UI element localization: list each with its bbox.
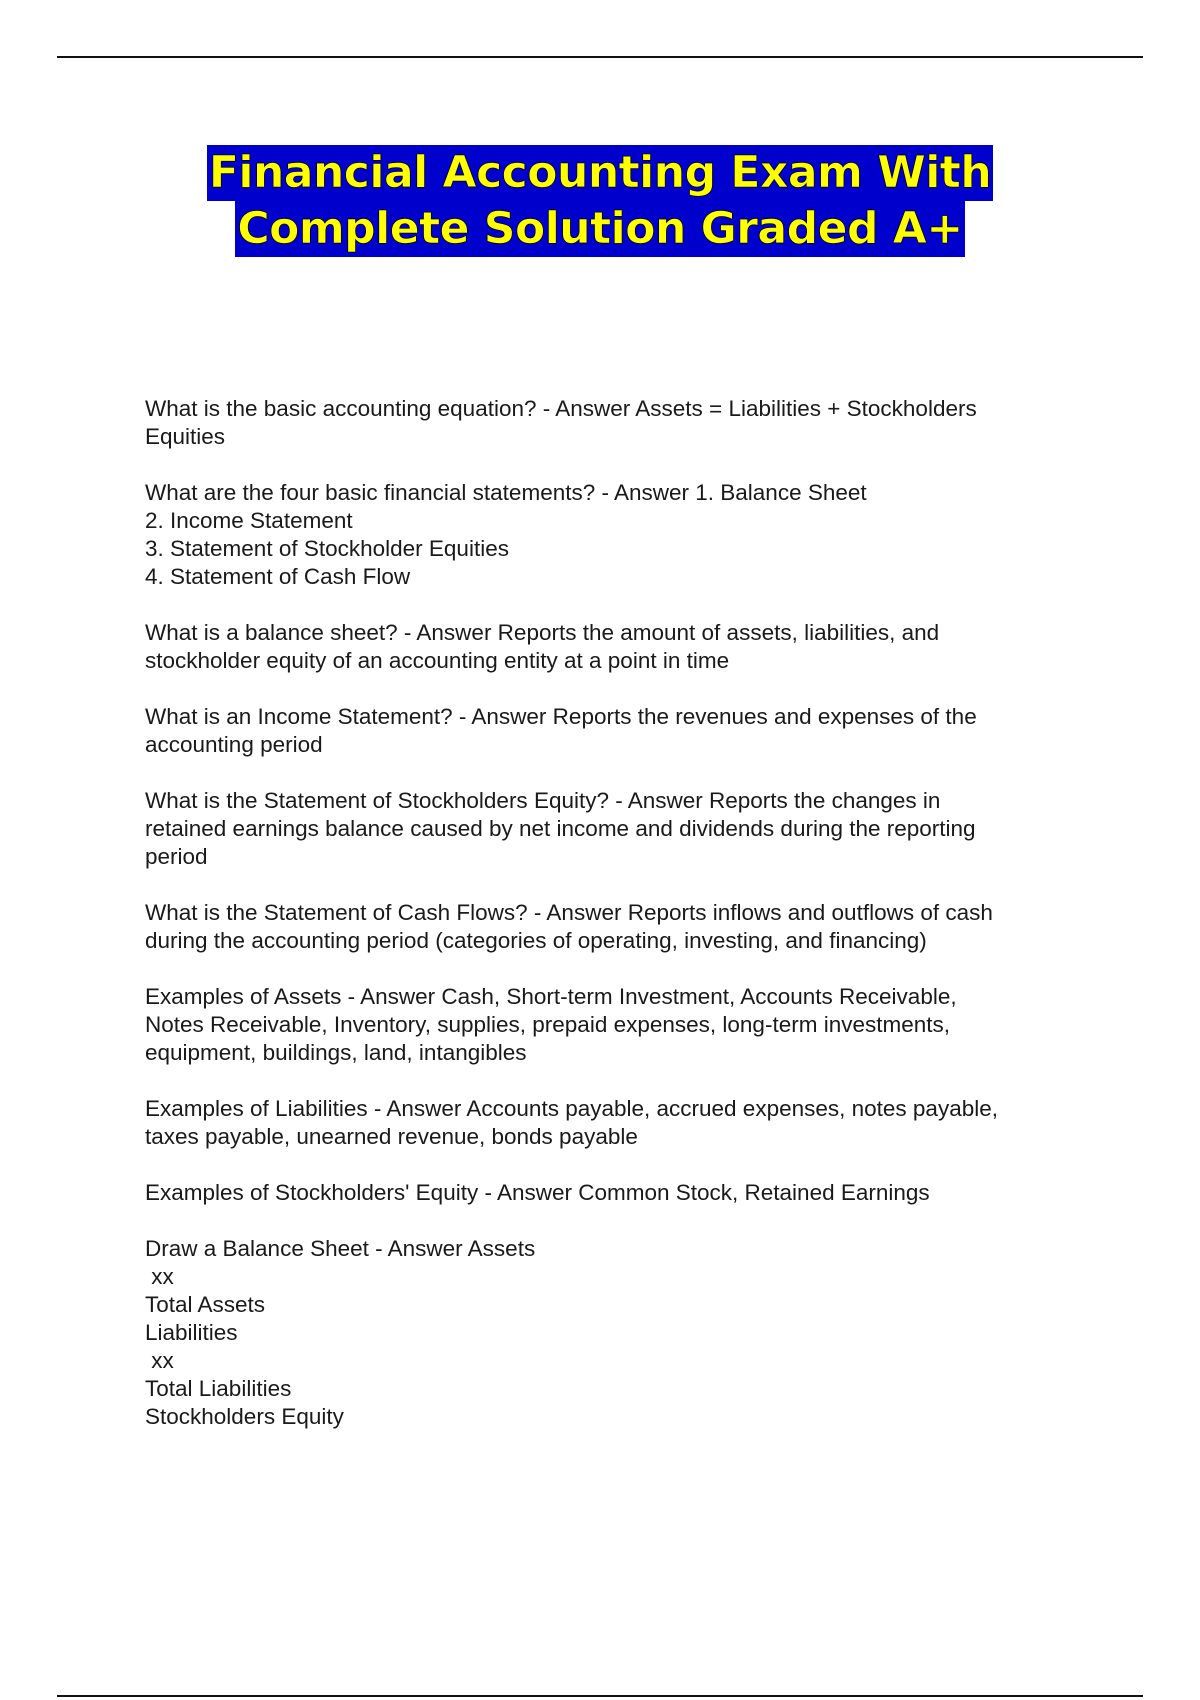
document-title — [0, 145, 1200, 257]
text-line: Liabilities — [145, 1320, 238, 1345]
text-line: taxes payable, unearned revenue, bonds payable — [145, 1124, 638, 1149]
text-line: Examples of Liabilities - Answer Accounts payable, accrued expenses, notes payable, — [145, 1096, 998, 1121]
qa-entry-10 — [145, 1235, 1080, 1431]
text-line: during the accounting period (categories of operating, investing, and financing) — [145, 928, 927, 953]
text-line: What is the Statement of Cash Flows? - Answer Reports inflows and outflows of cash — [145, 900, 993, 925]
text-line: stockholder equity of an accounting entity at a point in time — [145, 648, 730, 673]
text-line: accounting period — [145, 732, 323, 757]
text-line: Draw a Balance Sheet - Answer Assets — [145, 1236, 536, 1261]
title-line-2: Complete Solution Graded A+ — [235, 201, 964, 257]
text-line: xx — [145, 1348, 174, 1373]
text-line: What is a balance sheet? - Answer Reports the amount of assets, liabilities, and — [145, 620, 940, 645]
text-line: equipment, buildings, land, intangibles — [145, 1040, 527, 1065]
qa-entry-3 — [145, 619, 1080, 675]
text-line: period — [145, 844, 208, 869]
text-line: Examples of Assets - Answer Cash, Short-term Investment, Accounts Receivable, — [145, 984, 957, 1009]
text-line: 4. Statement of Cash Flow — [145, 564, 411, 589]
text-line: 2. Income Statement — [145, 508, 353, 533]
text-line: Total Liabilities — [145, 1376, 292, 1401]
top-rule — [57, 56, 1143, 58]
text-line: What is the basic accounting equation? - Answer Assets = Liabilities + Stockholders — [145, 396, 977, 421]
text-line: Notes Receivable, Inventory, supplies, prepaid expenses, long-term investments, — [145, 1012, 950, 1037]
text-line: What is an Income Statement? - Answer Reports the revenues and expenses of the — [145, 704, 977, 729]
qa-entry-1 — [145, 395, 1080, 451]
text-line: xx — [145, 1264, 174, 1289]
text-line: Stockholders Equity — [145, 1404, 344, 1429]
bottom-rule — [57, 1695, 1143, 1697]
text-line: What is the Statement of Stockholders Equity? - Answer Reports the changes in — [145, 788, 941, 813]
title-line-1: Financial Accounting Exam With — [207, 145, 993, 201]
qa-entry-7 — [145, 983, 1080, 1067]
qa-entry-2 — [145, 479, 1080, 591]
text-line: retained earnings balance caused by net income and dividends during the reporting — [145, 816, 976, 841]
qa-entry-5 — [145, 787, 1080, 871]
qa-entry-9 — [145, 1179, 1080, 1207]
text-line: Examples of Stockholders' Equity - Answer Common Stock, Retained Earnings — [145, 1180, 930, 1205]
text-line: What are the four basic financial statements? - Answer 1. Balance Sheet — [145, 480, 867, 505]
text-line: Total Assets — [145, 1292, 266, 1317]
text-line: Equities — [145, 424, 226, 449]
document-body — [145, 395, 1080, 1459]
text-line: 3. Statement of Stockholder Equities — [145, 536, 509, 561]
qa-entry-8 — [145, 1095, 1080, 1151]
qa-entry-4 — [145, 703, 1080, 759]
qa-entry-6 — [145, 899, 1080, 955]
